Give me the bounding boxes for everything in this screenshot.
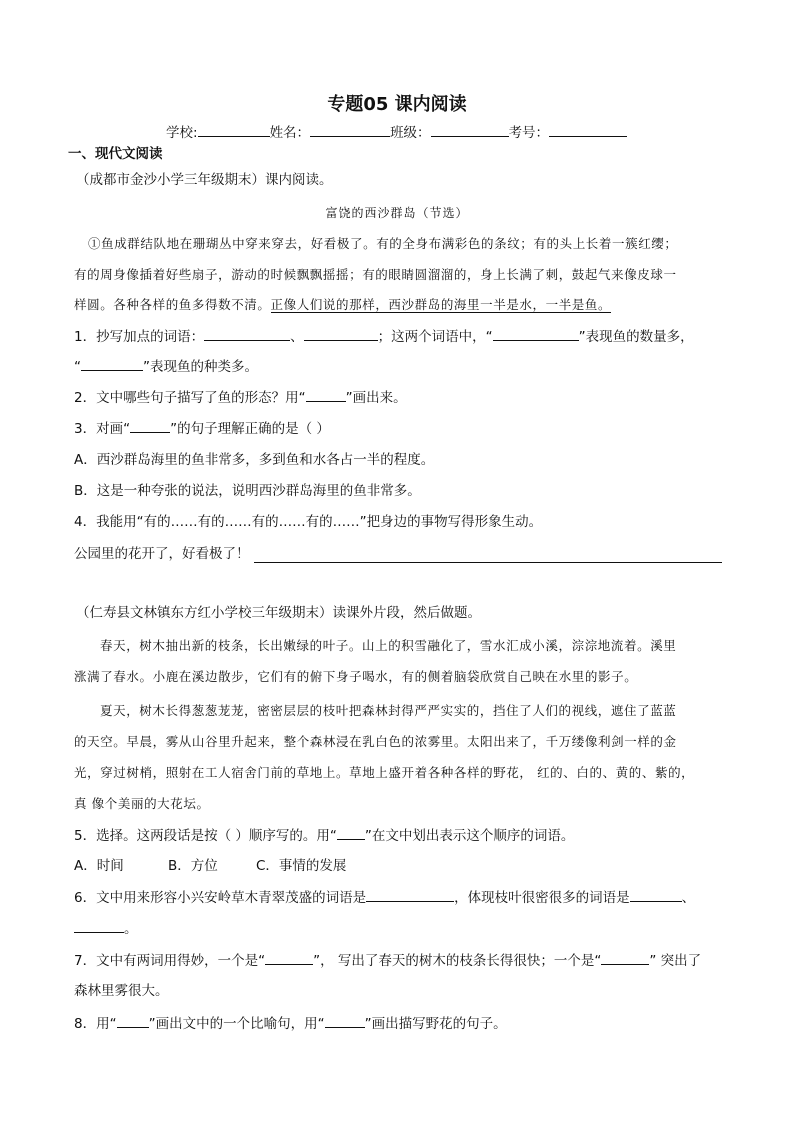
answer-blank[interactable]	[117, 1013, 149, 1028]
q2-text: 2．文中哪些句子描写了鱼的形态？用“	[74, 390, 306, 406]
passage-line: 有的周身像插着好些扇子，游动的时候飘飘摇摇；有的眼睛圆溜溜的，身上长满了刺，鼓起气来像皮球一	[74, 267, 677, 282]
passage-line	[74, 295, 611, 313]
name-label: 姓名：	[269, 125, 311, 141]
question-3	[74, 418, 330, 439]
student-info-line	[166, 121, 627, 141]
q8-text: ”画出描写野花的句子。	[364, 1016, 507, 1032]
school-blank[interactable]	[198, 122, 270, 137]
answer-blank[interactable]	[337, 825, 365, 840]
q5-text: 5．选择。这两段话是按（ ）顺序写的。用“	[74, 828, 337, 844]
passage-line: ①鱼成群结队地在珊瑚丛中穿来穿去，好看极了。有的全身布满彩色的条纹；有的头上长着一簇红缨；	[88, 236, 678, 251]
answer-blank[interactable]	[325, 1013, 365, 1028]
class-blank[interactable]	[431, 122, 509, 137]
answer-blank[interactable]	[306, 387, 346, 402]
class-label: 班级：	[390, 125, 431, 141]
q3-text: 3．对画“	[74, 421, 131, 437]
q7-text: 7．文中有两词用得妙，一个是“	[74, 953, 266, 969]
question-5	[74, 825, 574, 846]
question-7-cont: 森林里雾很大。	[74, 983, 169, 999]
answer-blank[interactable]	[493, 326, 579, 341]
passage-title: 富饶的西沙群岛（节选）	[325, 206, 469, 220]
q4-answer-line[interactable]	[254, 562, 722, 563]
q3-option-a[interactable]: A．西沙群岛海里的鱼非常多，多到鱼和水各占一半的程度。	[74, 452, 435, 468]
q2-text: ”画出来。	[345, 390, 407, 406]
answer-blank[interactable]	[130, 418, 170, 433]
school-label: 学校:	[166, 125, 198, 141]
q1-text: “	[74, 359, 81, 375]
q5-option-c[interactable]: C．事情的发展	[256, 858, 347, 874]
q1-text: 、	[290, 329, 304, 345]
passage-line: 光，穿过树梢，照射在工人宿舍门前的草地上。草地上盛开着各种各样的野花， 红的、白的、黄的、紫的，	[74, 765, 695, 780]
answer-blank[interactable]	[304, 326, 378, 341]
question-4: 4．我能用“有的……有的……有的……有的……”把身边的事物写得形象生动。	[74, 514, 543, 530]
q1-text: ”表现鱼的数量多，	[578, 329, 694, 345]
q1-text: ；这两个词语中，“	[377, 329, 493, 345]
passage-text: 样圆。各种各样的鱼多得数不清。	[74, 297, 271, 312]
q6-text: 6．文中用来形容小兴安岭草木青翠茂盛的词语是	[74, 890, 367, 906]
exam-no-blank[interactable]	[549, 122, 627, 137]
exam-no-label: 考号：	[508, 125, 550, 141]
answer-blank[interactable]	[204, 326, 290, 341]
section1-source: （成都市金沙小学三年级期末）课内阅读。	[76, 172, 333, 188]
q7-text: ” 突出了	[649, 953, 702, 969]
q4-prompt: 公园里的花开了，好看极了！	[74, 546, 250, 562]
question-6	[74, 887, 695, 908]
q6-text: 、	[681, 890, 696, 906]
answer-blank[interactable]	[81, 356, 143, 371]
q5-option-a[interactable]: A．时间	[74, 858, 124, 874]
section2-source: （仁寿县文林镇东方红小学校三年级期末）读课外片段，然后做题。	[76, 605, 481, 621]
q6-text: ，体现枝叶很密很多的词语是	[454, 890, 630, 906]
q6-text: 。	[124, 921, 138, 937]
answer-blank[interactable]	[74, 918, 124, 933]
underlined-sentence: 正像人们说的那样，西沙群岛的海里一半是水，一半是鱼。	[270, 297, 612, 312]
q1-text: 1．抄写加点的词语：	[74, 329, 205, 345]
question-8	[74, 1013, 507, 1034]
q3-option-b[interactable]: B．这是一种夸张的说法，说明西沙群岛海里的鱼非常多。	[74, 483, 421, 499]
passage-line: 涨满了春水。小鹿在溪边散步，它们有的俯下身子喝水，有的侧着脑袋欣赏自己映在水里的影子。	[74, 669, 638, 684]
answer-blank[interactable]	[265, 950, 313, 965]
q8-text: ”画出文中的一个比喻句，用“	[148, 1016, 325, 1032]
section-heading: 一、现代文阅读	[68, 146, 163, 162]
answer-blank[interactable]	[630, 887, 682, 902]
page-title: 专题05 课内阅读	[327, 94, 467, 115]
q7-text: ”， 写出了春天的树木的枝条长得很快；一个是“	[313, 953, 602, 969]
q5-option-b[interactable]: B．方位	[168, 858, 218, 874]
question-1	[74, 326, 694, 347]
passage-line: 夏天，树木长得葱葱茏茏，密密层层的枝叶把森林封得严严实实的，挡住了人们的视线，遮住了蓝蓝	[100, 703, 677, 718]
question-2	[74, 387, 407, 408]
passage-line: 的天空。早晨，雾从山谷里升起来，整个森林浸在乳白色的浓雾里。太阳出来了，千万缕像利剑一样的金	[74, 734, 677, 749]
q5-text: ”在文中划出表示这个顺序的词语。	[364, 828, 575, 844]
q3-text: ”的句子理解正确的是（ ）	[170, 421, 330, 437]
question-6-cont	[74, 918, 138, 939]
q1-text: ”表现鱼的种类多。	[143, 359, 258, 375]
name-blank[interactable]	[310, 122, 390, 137]
q8-text: 8．用“	[74, 1016, 117, 1032]
answer-blank[interactable]	[601, 950, 649, 965]
passage-line: 真 像个美丽的大花坛。	[74, 796, 210, 811]
answer-blank[interactable]	[366, 887, 454, 902]
question-1-cont	[74, 356, 258, 377]
passage-line: 春天，树木抽出新的枝条，长出嫩绿的叶子。山上的积雪融化了，雪水汇成小溪，淙淙地流着。溪里	[100, 638, 677, 653]
question-7	[74, 950, 701, 971]
